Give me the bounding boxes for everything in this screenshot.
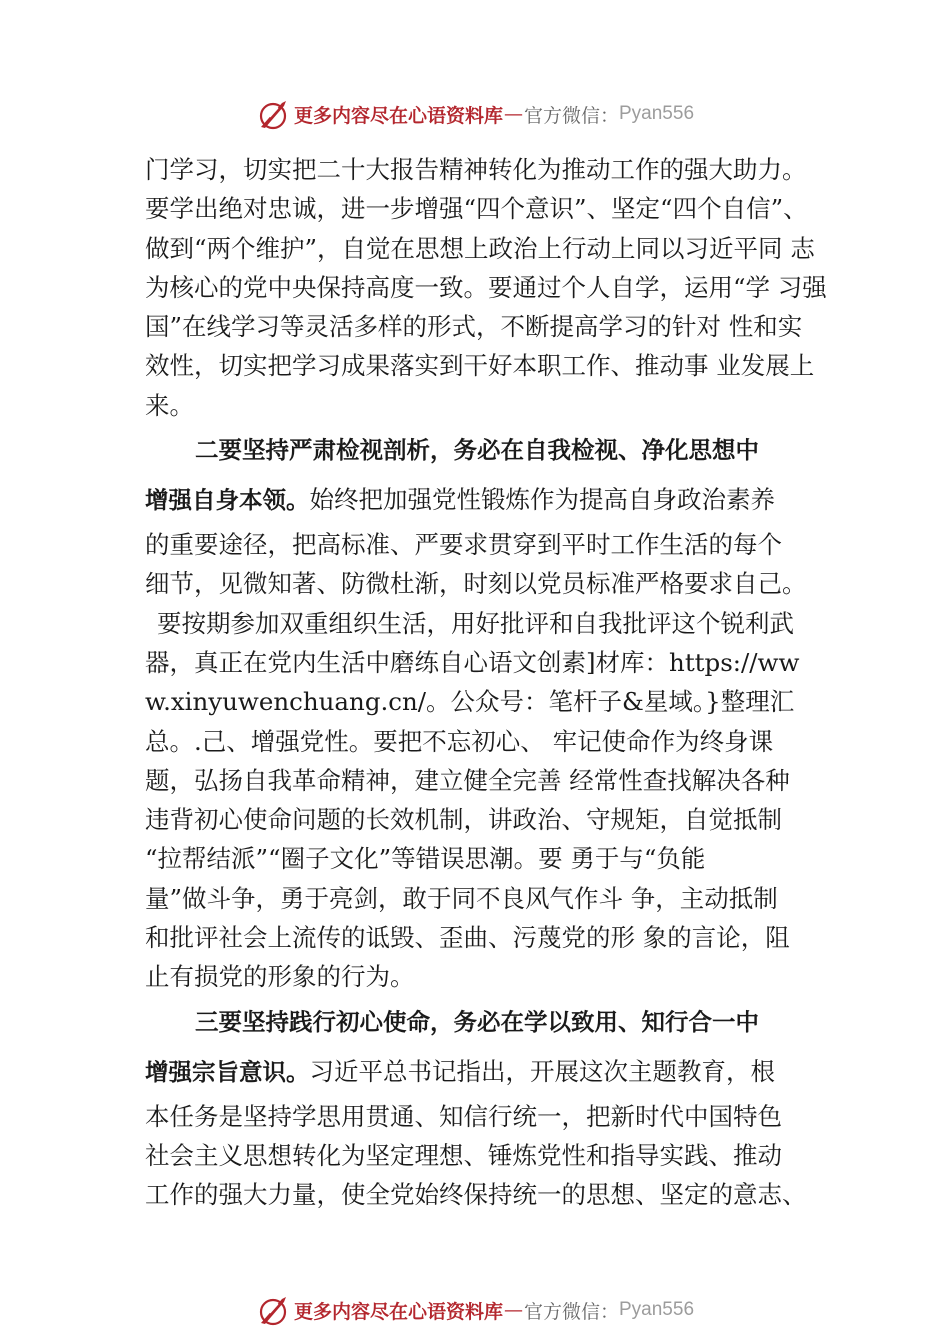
text-line: 来。 — [145, 390, 194, 420]
banner-dash: — — [503, 1299, 523, 1321]
document-body — [145, 150, 835, 1215]
text-line: 量”做斗争，勇于亮剑，敢于同不良风气作斗 争，主动抵制 — [145, 883, 778, 913]
banner-account: Pyan556 — [619, 1299, 695, 1320]
section-heading-2: 二要坚持严肃检视剖析，务必在自我检视、净化思想中 — [195, 436, 759, 465]
text-line: 为核心的党中央保持高度一致。要通过个人自学，运用“学 习强 — [145, 272, 827, 302]
header-banner — [0, 94, 950, 134]
text-line: “拉帮结派”“圈子文化”等错误思潮。要 勇于与“负能 — [145, 844, 706, 874]
banner-red-text: 更多内容尽在心语资料库 — [293, 104, 503, 127]
text-line: 细节，见微知著、防微杜渐，时刻以党员标准严格要求自己。 — [145, 569, 807, 599]
text-line: 器，真正在党内生活中磨练自心语文创素]材库：https://ww — [145, 647, 800, 677]
text-line: w.xinyuwenchuang.cn/。公众号：笔杆子&星域。}整理汇 — [145, 687, 795, 717]
section-heading-3: 三要坚持践行初心使命，务必在学以致用、知行合一中 — [195, 1007, 759, 1036]
text-line: 本任务是坚持学思用贯通、知信行统一，把新时代中国特色 — [145, 1101, 782, 1131]
text-line: 止有损党的形象的行为。 — [145, 962, 415, 992]
quill-logo-icon — [256, 97, 290, 131]
text-line: 增强宗旨意识。习近平总书记指出，开展这次主题教育，根 — [145, 1056, 775, 1086]
text-line: 增强自身本领。始终把加强党性锻炼作为提高自身政治素养 — [145, 485, 775, 515]
quill-logo-icon — [256, 1293, 290, 1327]
text-line: 门学习，切实把二十大报告精神转化为推动工作的强大助力。 — [145, 155, 807, 184]
text-line: 社会主义思想转化为坚定理想、锤炼党性和指导实践、推动 — [145, 1140, 782, 1170]
banner-gray-text: 官方微信： — [523, 1300, 619, 1323]
text-line: 做到“两个维护”，自觉在思想上政治上行动上同以习近平同 志 — [145, 233, 815, 263]
banner-red-text: 更多内容尽在心语资料库 — [293, 1300, 503, 1323]
text-line: 工作的强大力量，使全党始终保持统一的思想、坚定的意志、 — [145, 1180, 807, 1210]
text-line: 和批评社会上流传的诋毁、歪曲、污蔑党的形 象的言论，阻 — [145, 923, 790, 953]
text-line: 的重要途径，把高标准、严要求贯穿到平时工作生活的每个 — [145, 530, 782, 560]
footer-banner — [0, 1290, 950, 1330]
text-line: 要学出绝对忠诚，进一步增强“四个意识”、坚定“四个自信”、 — [145, 194, 808, 224]
text-line: 题，弘扬自我革命精神，建立健全完善 经常性查找解决各种 — [145, 765, 790, 795]
text-line: 效性，切实把学习成果落实到干好本职工作、推动事 业发展上 — [145, 351, 815, 381]
text-line: 国”在线学习等灵活多样的形式，不断提高学习的针对 性和实 — [145, 312, 803, 342]
text-line: 违背初心使命问题的长效机制，讲政治、守规矩，自觉抵制 — [145, 805, 782, 835]
text-line: 总。.己、增强党性。要把不忘初心、 牢记使命作为终身课 — [145, 726, 774, 756]
text-line: 要按期参加双重组织生活，用好批评和自我批评这个锐利武 — [157, 608, 794, 638]
banner-gray-text: 官方微信： — [523, 104, 619, 127]
banner-account: Pyan556 — [619, 103, 695, 124]
banner-dash: — — [503, 103, 523, 125]
